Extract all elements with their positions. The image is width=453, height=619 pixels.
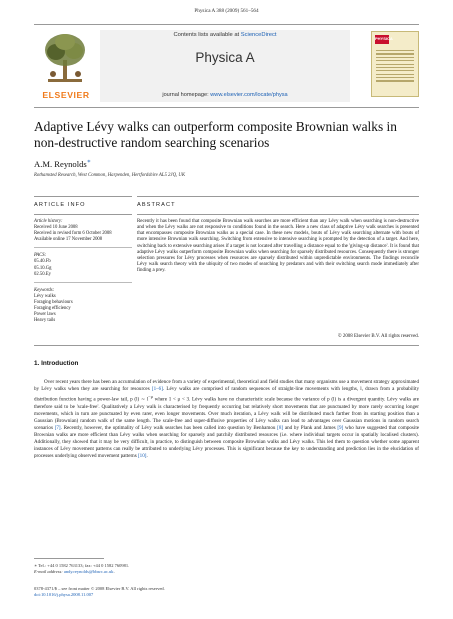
journal-citation: Physica A 388 (2009) 561–564 <box>194 8 259 14</box>
journal-homepage <box>100 92 350 98</box>
footnote-divider <box>34 558 104 559</box>
body-text: . Recently, however, the optimality of Lévy walk searches has been called into question by Benhamou <box>60 424 278 431</box>
body-text: and by Plank and James <box>283 424 338 431</box>
keyword: Foraging behaviours <box>34 299 73 305</box>
abstract-copyright: © 2008 Elsevier B.V. All rights reserved. <box>337 334 419 339</box>
email-label: E-mail address: <box>34 569 64 574</box>
keywords-label: Keywords: <box>34 287 55 293</box>
pacs-code: 05.40.Fb <box>34 259 51 265</box>
email-link[interactable]: andy.reynolds@bbsrc.ac.uk <box>63 569 114 574</box>
divider <box>34 214 132 215</box>
email-end: . <box>113 569 115 574</box>
homepage-link[interactable]: www.elsevier.com/locate/physa <box>210 92 288 98</box>
history-label: Article history: <box>34 219 63 224</box>
journal-name: Physica A <box>195 50 255 65</box>
homepage-prefix: journal homepage: <box>162 92 211 98</box>
page-footer <box>34 586 419 598</box>
footnote-contact-text: Tel.: +44 0 1582 763133; fax: +44 0 1582 760981. <box>37 563 130 568</box>
abstract-heading: ABSTRACT <box>137 202 176 208</box>
journal-cover-thumbnail[interactable] <box>371 31 419 97</box>
corresponding-author-footnote <box>34 563 419 575</box>
article-info <box>34 219 132 333</box>
pacs-code: 02.50.Ey <box>34 271 51 277</box>
keyword: Heavy tails <box>34 318 56 324</box>
doi-link[interactable]: doi:10.1016/j.physa.2008.11.007 <box>34 592 94 597</box>
publisher-logo-text: ELSEVIER <box>42 90 90 100</box>
section-heading-introduction: 1. Introduction <box>34 360 79 367</box>
author-footnote-mark[interactable]: ∗ <box>86 159 91 165</box>
pacs-codes <box>34 253 132 282</box>
article-history <box>34 219 132 248</box>
journal-header <box>34 24 419 108</box>
contents-prefix: Contents lists available at <box>173 32 241 38</box>
footnote-email <box>34 569 419 575</box>
footnote-mark: ∗ <box>34 563 38 568</box>
reference-link[interactable]: [1–6] <box>151 386 163 393</box>
reference-link[interactable]: [10] <box>137 453 147 460</box>
body-text: who have suggested that composite Brownian walks are more efficient than Lévy walks when searching for sparsely and patchily distributed resources (i.e. where individual targets occur in spatially localised clusters). Additionally, they showed that it may be very difficult, in practice, to distinguish between composite Brownian walks and Lévy walks. This led them to question whether some apparent instances of Lévy movement patterns can really be attributed to underlying Lévy processes. This is significant because the key to understanding and prediction lies in the elucidation of processes underlying observed movement patterns <box>34 424 419 460</box>
elsevier-logo[interactable] <box>34 28 96 104</box>
sciencedirect-link[interactable]: ScienceDirect <box>240 32 277 38</box>
reference-link[interactable]: [9] <box>337 424 344 431</box>
introduction-paragraph <box>34 379 419 460</box>
pacs-label: PACS: <box>34 253 47 259</box>
keyword: Power laws <box>34 312 56 318</box>
body-text: where 1 < μ < 3. Lévy walks have no characteristic scale because the variance of p (l) is a divergent quantity. Lévy walks are therefore said to be 'scale-free'. Qualitatively a Lévy walk is characterised by frequently occurring but relatively short movements that are punctuated by more rarely occurring longer movements, which in turn are punctuated by even rarer, even longer movements. Over much iteration, a Lévy walk will be distributed much farther from its starting position than a Gaussian (Brownian) random walk of the same length. The scale-free and super-diffusive properties of Lévy walks can lead to advantages over Gaussian motions in random search scenarios <box>34 396 419 431</box>
keyword: Lévy walks <box>34 293 56 299</box>
reference-link[interactable]: [7] <box>54 424 61 431</box>
history-entry: Available online 17 November 2008 <box>34 237 103 243</box>
divider <box>34 345 419 346</box>
cover-text-lines <box>376 50 414 84</box>
exponent: −μ <box>148 394 153 400</box>
journal-masthead <box>100 30 350 102</box>
history-entry: Received in revised form 6 October 2008 <box>34 231 112 237</box>
body-text: . <box>146 453 148 460</box>
abstract-text: Recently it has been found that composite Brownian walk searches are more efficient than any Lévy walk when searching is non-destructive and when the Lévy walks are not responsive to conditions found in the search. Here a new class of adaptive Lévy walk searches is presented that encompasses composite Brownian walks as a special case. In these new models, bouts of Lévy walk searching alternate with bouts of more intensive Brownian walk searching. Switching from extensive to intensive searching is prompted by the detection of a target. And here, switching back to extensive searching arises if a target is not located after travelling a distance equal to the 'giving-up distance'. It is found that adaptive Lévy walks outperform composite Brownian walks when searching for sparsely distributed resources. Consequently there is stronger selection pressures for Lévy processes when resources are sparsely distributed within unpredictable environments. The findings reconcile Lévy walk search theory with the ubiquity of two modes of searching by predators and with their switching search mode immediately after finding a prey. <box>137 219 419 274</box>
tree-logo-icon <box>42 30 88 84</box>
divider <box>137 214 419 215</box>
author-line <box>34 158 91 169</box>
article-title: Adaptive Lévy walks can outperform composite Brownian walks in non-destructive random searching scenarios <box>34 119 397 150</box>
divider <box>34 196 132 197</box>
keyword: Foraging efficiency <box>34 306 71 312</box>
article-info-heading: ARTICLE INFO <box>34 202 86 208</box>
keywords <box>34 288 132 329</box>
history-entry: Received 10 June 2008 <box>34 225 78 231</box>
pacs-code: 05.10.Gg <box>34 265 52 271</box>
author-affiliation: Rothamsted Research, West Common, Harpenden, Hertfordshire AL5 2JQ, UK <box>34 173 186 178</box>
contents-line <box>100 32 350 38</box>
body-text: Over recent years there has been an accumulation of evidence from a variety of experimental, theoretical and field studies that many organisms use a movement strategy approximated by Lévy walks when they are searching for resources <box>34 379 419 393</box>
cover-title: PHYSICA <box>375 36 393 41</box>
issn-line: 0378-4371/$ – see front matter © 2008 Elsevier B.V. All rights reserved. <box>34 586 165 591</box>
divider <box>137 196 419 197</box>
body-text: . Lévy walks are comprised of random sequences of straight-line movements with lengths, l, drawn from a probability distribution function having a power-law tail, p (l) ∼ l <box>34 386 419 403</box>
author-name: A.M. Reynolds <box>34 158 87 169</box>
reference-link[interactable]: [8] <box>277 424 284 431</box>
